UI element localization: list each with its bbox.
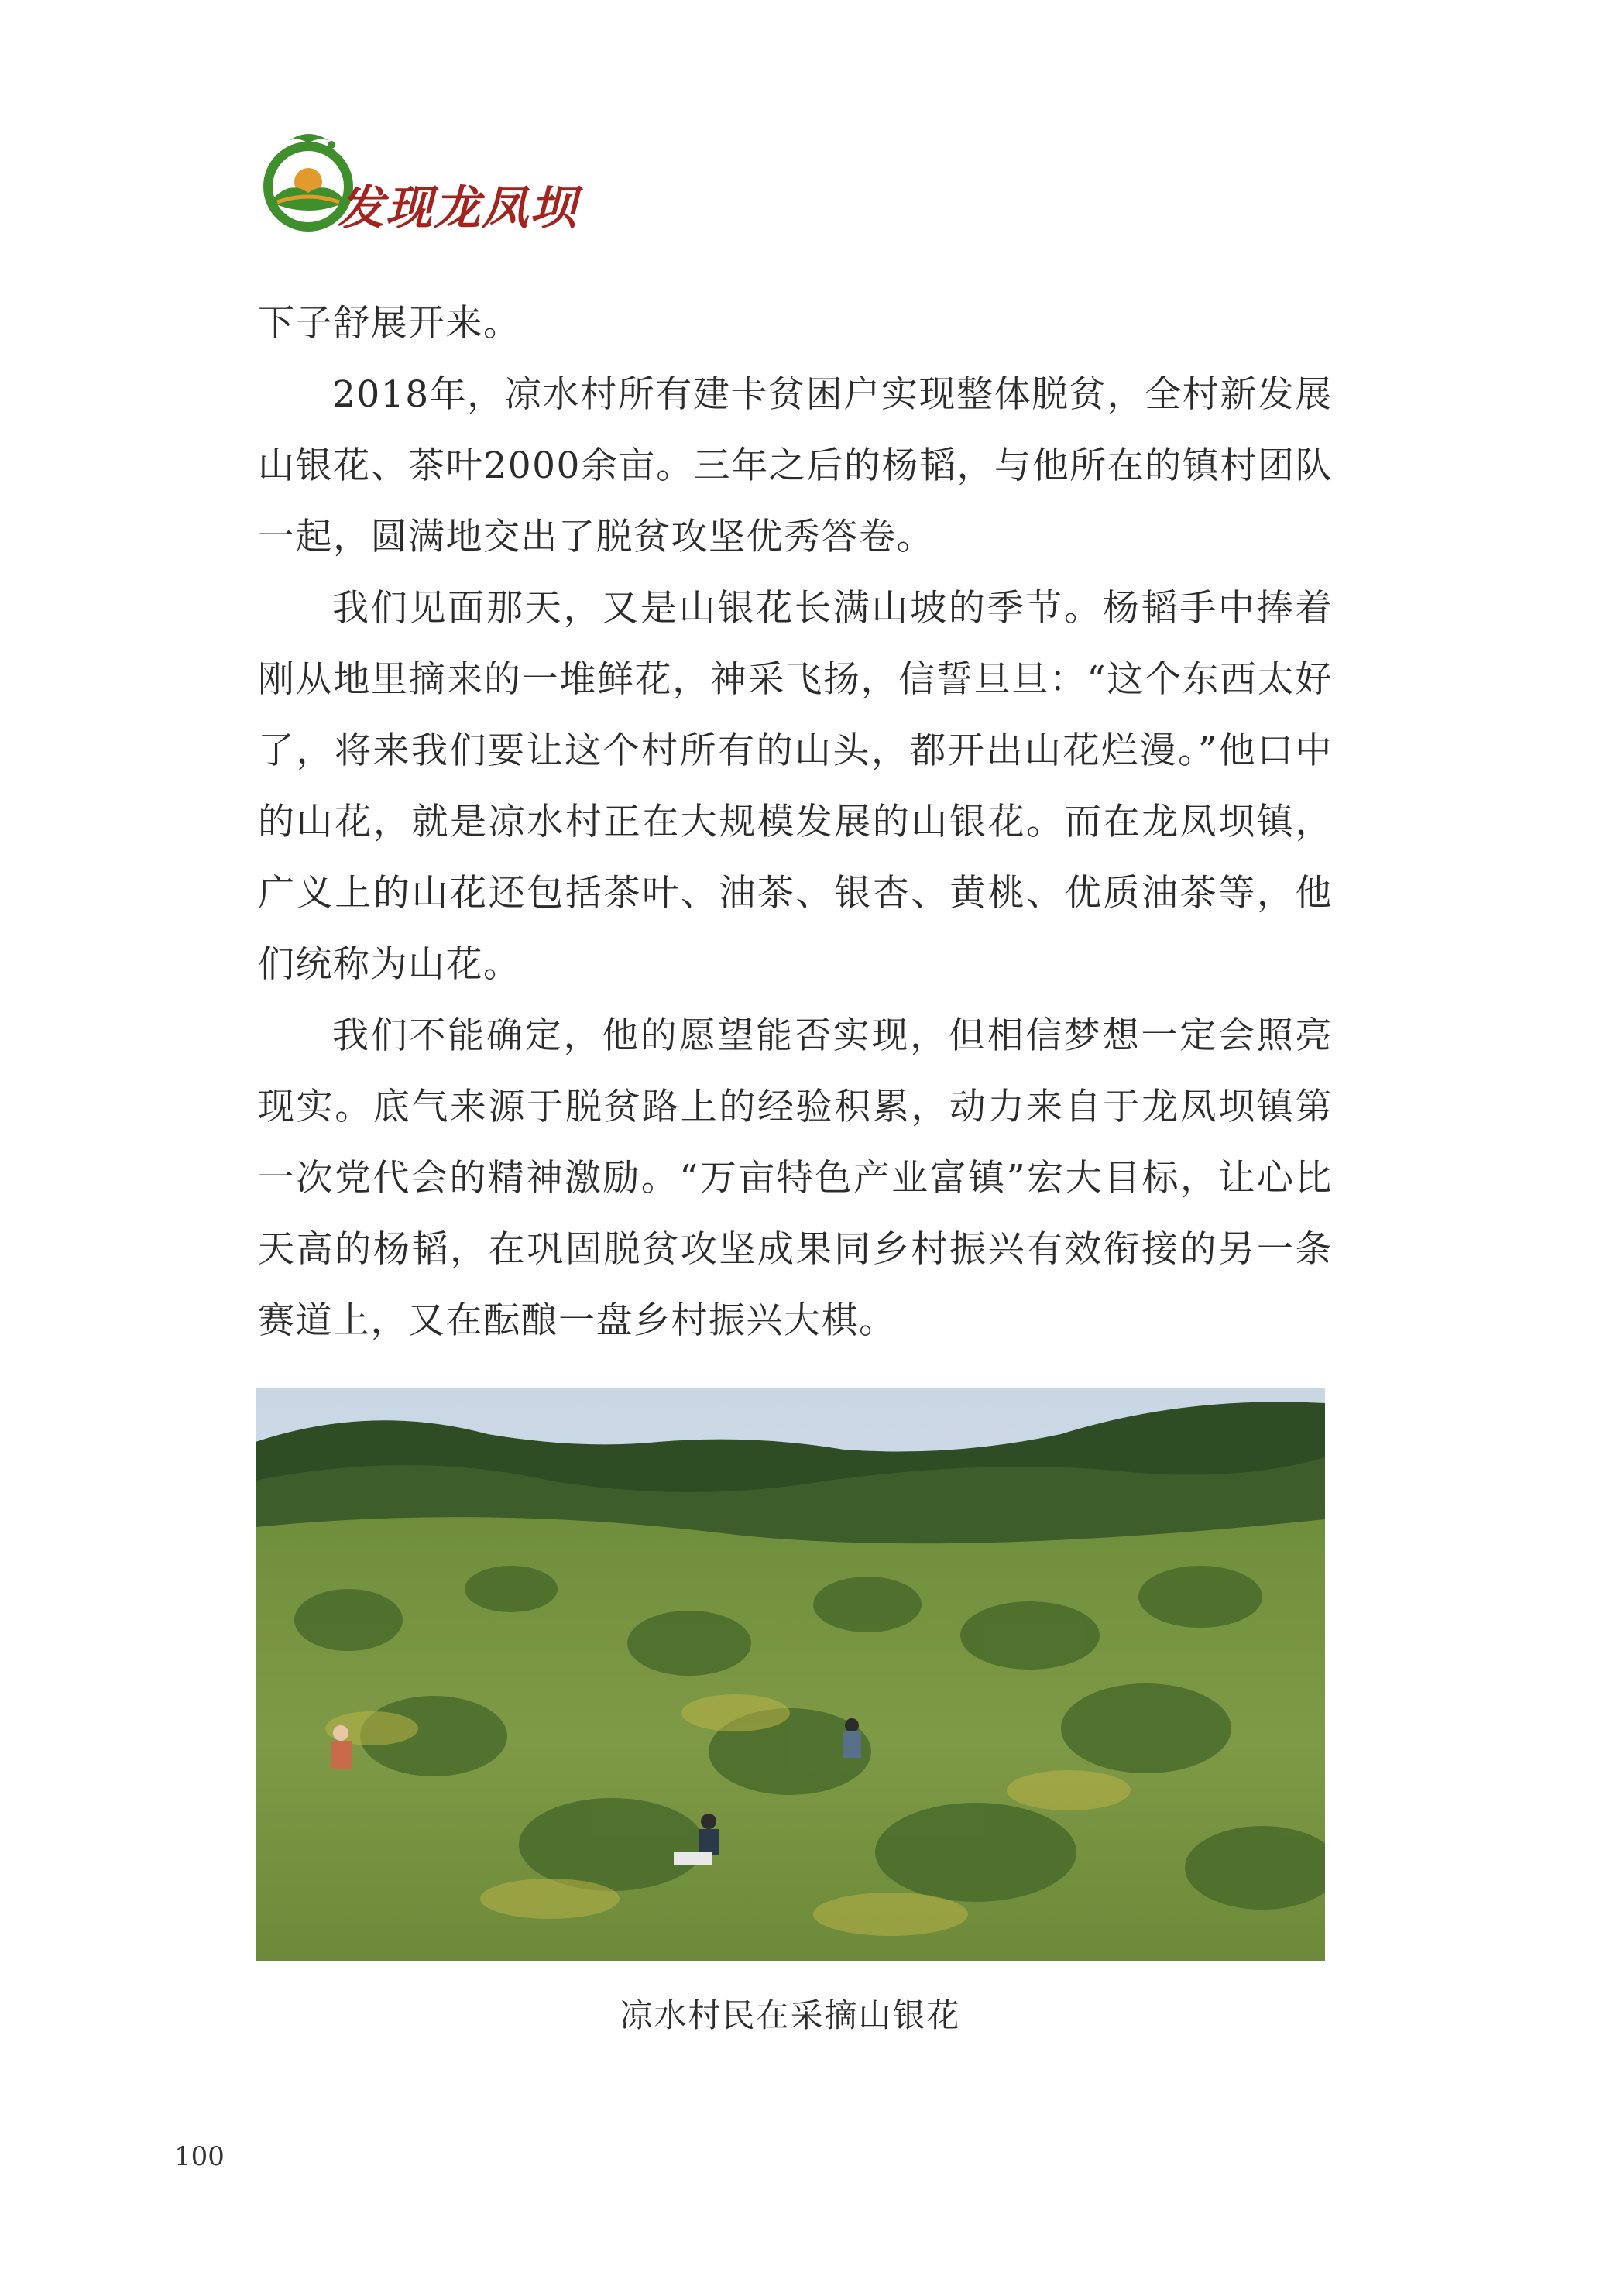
paragraph: 2018年，凉水村所有建卡贫困户实现整体脱贫，全村新发展山银花、茶叶2000余亩。三年之后的杨韬，与他所在的镇村团队一起，圆满地交出了脱贫攻坚优秀答卷。 xyxy=(258,373,1333,558)
honeysuckle-field-photo xyxy=(256,1388,1325,1961)
page-number: 100 xyxy=(174,2141,225,2172)
page-header xyxy=(254,126,641,242)
header-title: 发现龙凤坝 xyxy=(338,181,578,235)
figure-caption: 凉水村民在采摘山银花 xyxy=(620,1996,961,2034)
article-body xyxy=(258,288,1333,1357)
paragraph-continued: 下子舒展开来。 xyxy=(258,302,521,345)
paragraph: 我们见面那天，又是山银花长满山坡的季节。杨韬手中捧着刚从地里摘来的一堆鲜花，神采飞扬，信誓旦旦：“这个东西太好了，将来我们要让这个村所有的山头，都开出山花烂漫。”他口中的山花，就是凉水村正在大规模发展的山银花。而在龙凤坝镇，广义上的山花还包括茶叶、油茶、银杏、黄桃、优质油茶等，他们统称为山花。 xyxy=(258,587,1333,986)
paragraph: 我们不能确定，他的愿望能否实现，但相信梦想一定会照亮现实。底气来源于脱贫路上的经验积累，动力来自于龙凤坝镇第一次党代会的精神激励。“万亩特色产业富镇”宏大目标，让心比天高的杨韬，在巩固脱贫攻坚成果同乡村振兴有效衔接的另一条赛道上，又在酝酿一盘乡村振兴大棋。 xyxy=(258,1014,1333,1342)
